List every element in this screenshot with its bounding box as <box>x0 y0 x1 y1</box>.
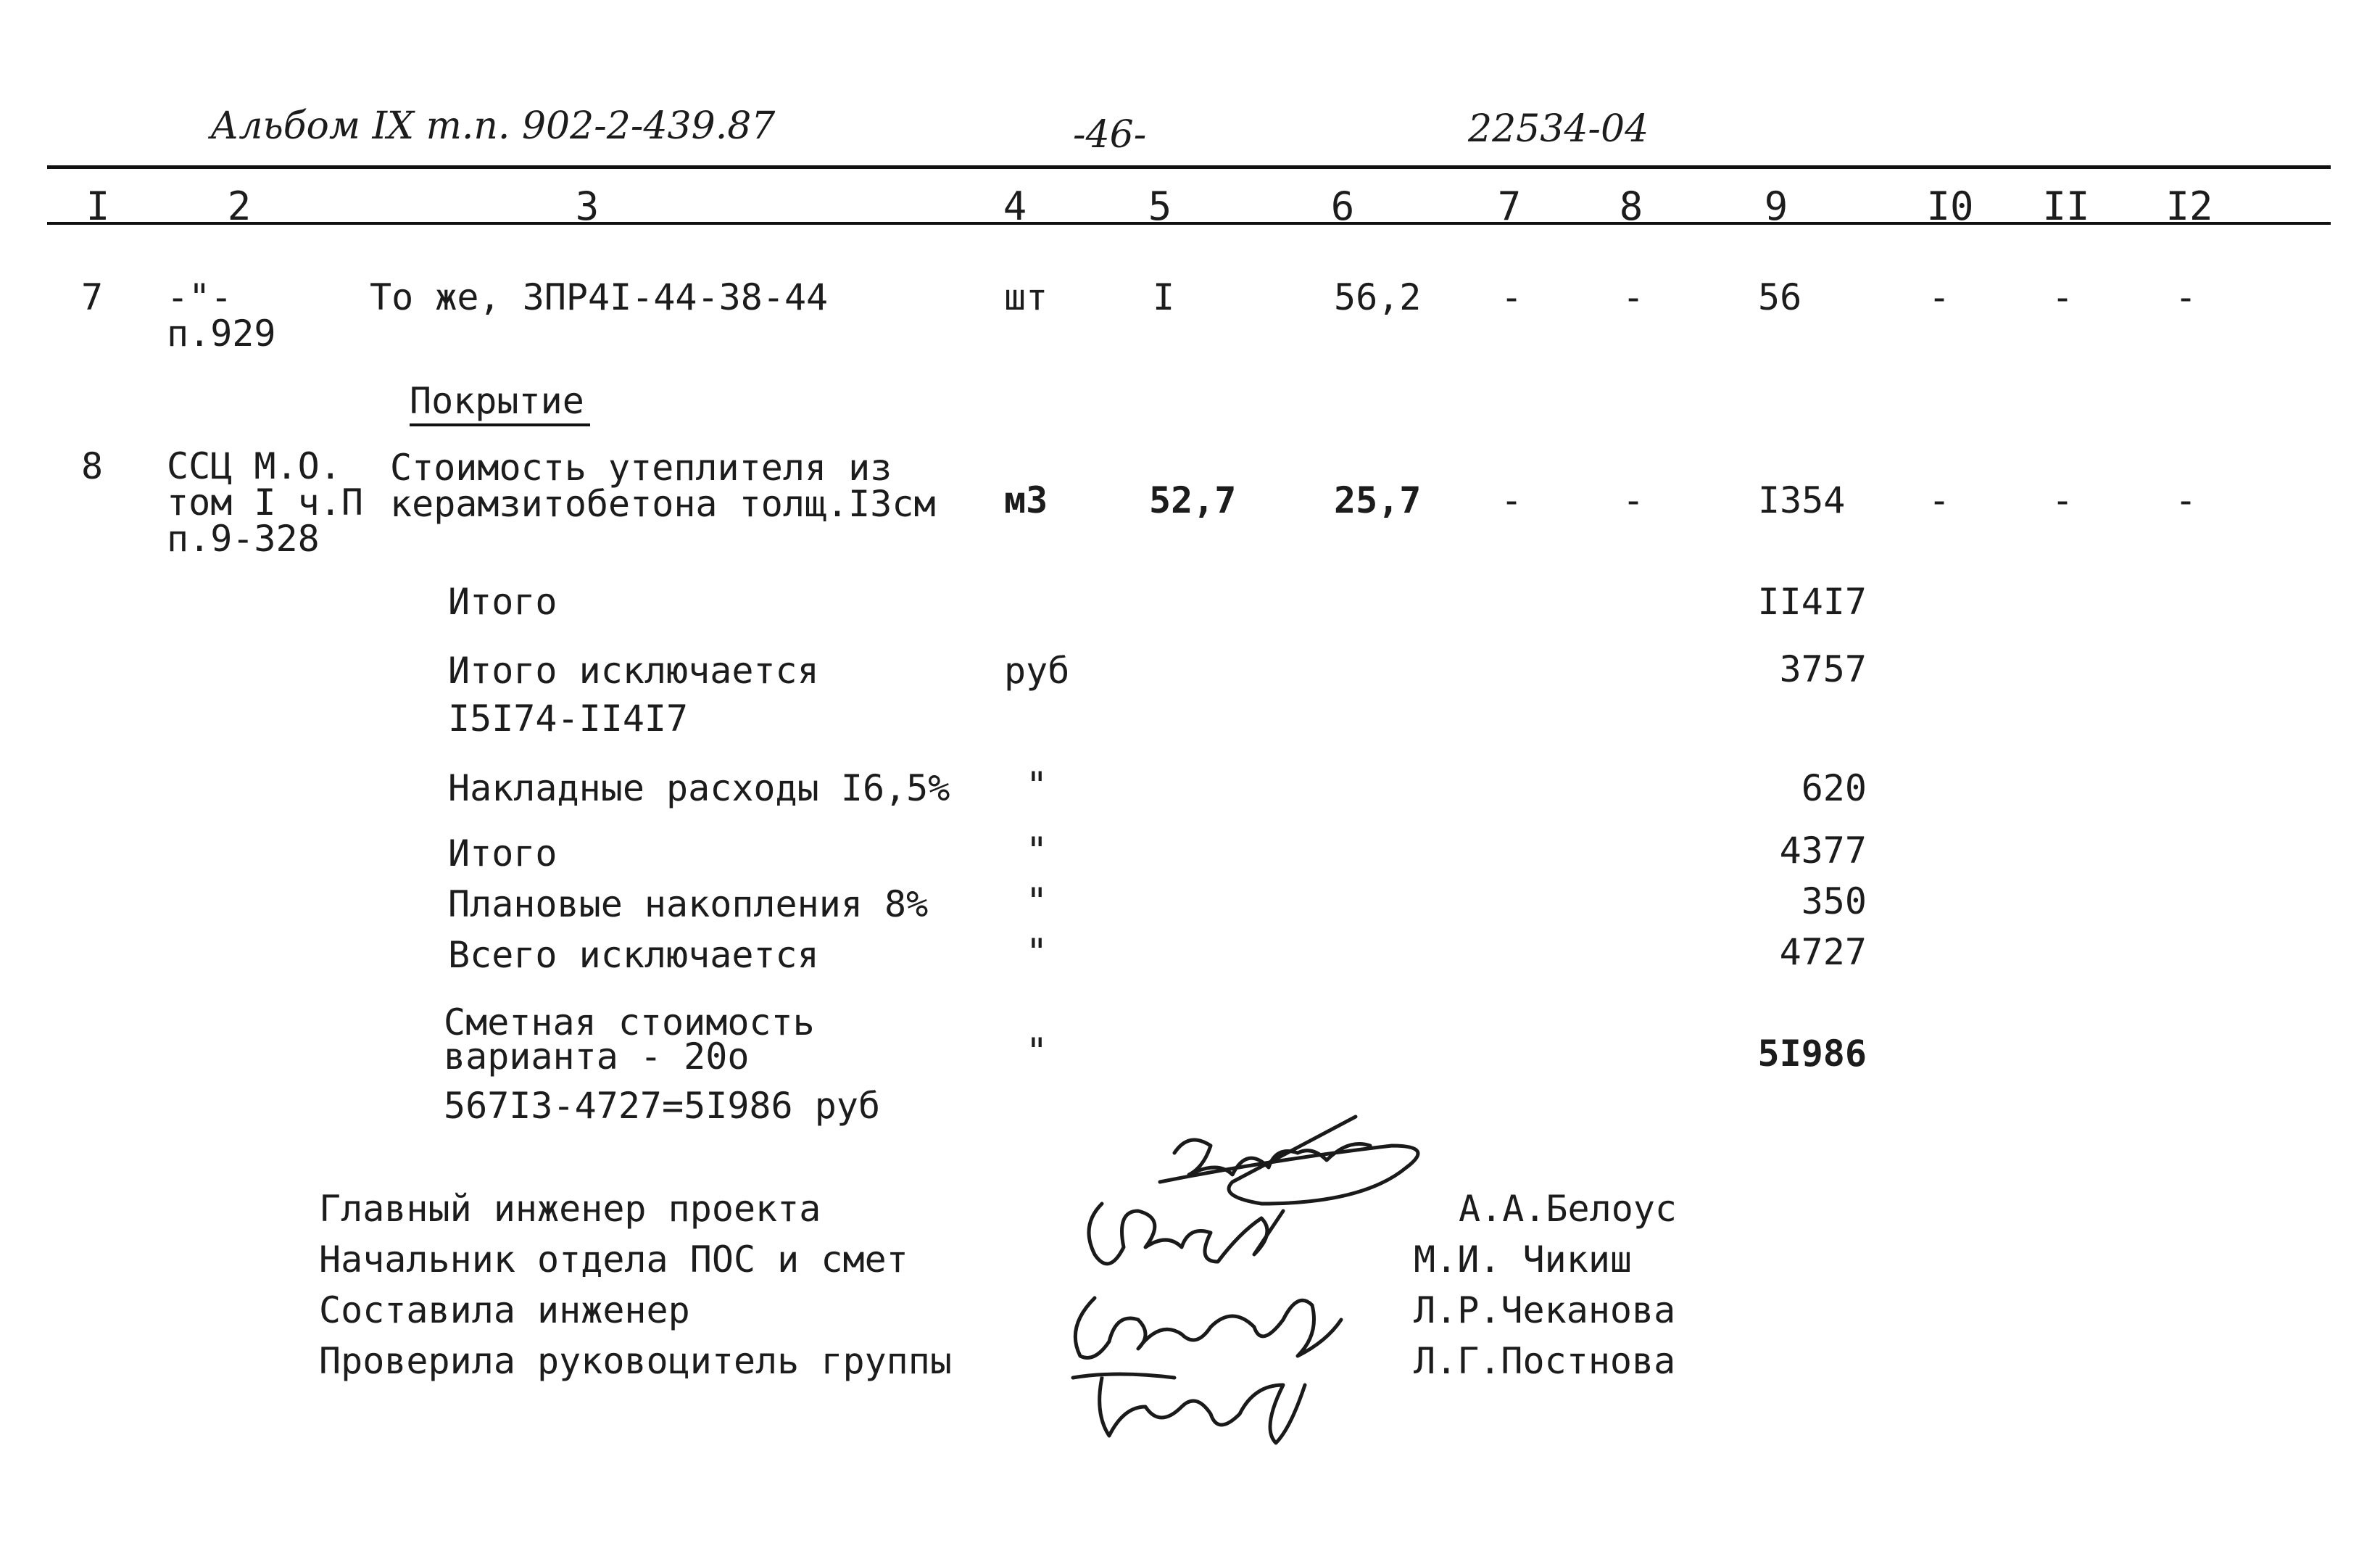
row-col10: - <box>1928 479 1951 521</box>
column-header-8: 8 <box>1619 183 1643 229</box>
row-col8: - <box>1622 276 1645 318</box>
column-header-1: I <box>86 183 110 229</box>
row-total: I354 <box>1758 479 1846 521</box>
signature-2 <box>1089 1204 1283 1264</box>
planned-savings-label: Плановые накопления 8% <box>448 883 929 925</box>
row-col11: - <box>2052 479 2074 521</box>
signer-role: Начальник отдела ПОС и смет <box>319 1238 908 1281</box>
overhead-unit: " <box>1026 764 1048 806</box>
signer-name: А.А.Белоус <box>1459 1188 1678 1230</box>
estimate-label-line1: Сметная стоимость <box>444 1001 815 1043</box>
row-quantity: 52,7 <box>1149 479 1237 521</box>
signer-role: Составила инженер <box>319 1289 690 1331</box>
row-total: 56 <box>1758 276 1802 318</box>
signer-role: Проверила руковоцитель группы <box>319 1340 952 1382</box>
row-description-line1: Стоимость утеплителя из <box>390 447 892 489</box>
excluded-formula: I5I74-II4I7 <box>448 698 689 740</box>
album-reference: Альбом IX т.п. 902-2-439.87 <box>210 104 776 148</box>
signer-name: Л.Г.Постнова <box>1414 1340 1676 1382</box>
column-header-2: 2 <box>227 183 252 229</box>
row-col12: - <box>2175 276 2197 318</box>
estimate-unit: " <box>1026 1030 1048 1072</box>
section-title: Покрытие <box>410 383 590 426</box>
excluded-unit: руб <box>1004 650 1070 692</box>
planned-savings-value: 350 <box>1801 880 1867 922</box>
row-reference-line1: -"- <box>167 276 233 318</box>
row-col12: - <box>2175 479 2197 521</box>
row-col7: - <box>1501 479 1523 521</box>
subtotal2-value: 4377 <box>1779 830 1867 872</box>
overhead-value: 620 <box>1801 767 1867 809</box>
signature-4 <box>1073 1374 1305 1443</box>
estimate-value: 5I986 <box>1757 1033 1867 1075</box>
total-excluded-label: Всего исключается <box>448 934 819 976</box>
row-description-line2: керамзитобетона толщ.I3см <box>390 483 936 525</box>
row-quantity: I <box>1153 276 1175 318</box>
column-header-11: II <box>2042 183 2090 229</box>
subtotal-label: Итого <box>448 581 557 623</box>
column-header-7: 7 <box>1497 183 1522 229</box>
column-header-4: 4 <box>1003 183 1027 229</box>
row-reference-line3: п.9-328 <box>167 518 320 560</box>
subtotal-value: II4I7 <box>1757 581 1867 623</box>
excluded-value: 3757 <box>1779 648 1867 690</box>
row-col10: - <box>1928 276 1951 318</box>
row-col11: - <box>2052 276 2074 318</box>
row-col7: - <box>1501 276 1523 318</box>
signer-name: Л.Р.Чеканова <box>1414 1289 1676 1331</box>
total-excluded-unit: " <box>1026 931 1048 973</box>
subtotal2-label: Итого <box>448 832 557 874</box>
row-unit: шт <box>1004 276 1048 318</box>
row-unit-price: 25,7 <box>1334 479 1422 521</box>
signature-1 <box>1160 1117 1418 1204</box>
subtotal2-unit: " <box>1026 830 1048 872</box>
row-reference-line2: п.929 <box>167 313 276 355</box>
row-number: 8 <box>81 445 104 487</box>
signer-name: М.И. Чикиш <box>1414 1238 1633 1281</box>
column-header-10: I0 <box>1926 183 1974 229</box>
row-reference-line2: том I ч.П <box>167 481 363 524</box>
total-excluded-value: 4727 <box>1779 931 1867 973</box>
excluded-label: Итого исключается <box>448 650 819 692</box>
row-number: 7 <box>81 276 104 318</box>
column-header-3: 3 <box>575 183 600 229</box>
signer-role: Главный инженер проекта <box>319 1188 821 1230</box>
page-number: -46- <box>1073 113 1147 157</box>
estimate-formula: 567I3-4727=5I986 руб <box>444 1085 881 1127</box>
signature-3 <box>1075 1298 1341 1358</box>
overhead-label: Накладные расходы I6,5% <box>448 767 950 809</box>
row-unit-price: 56,2 <box>1334 276 1422 318</box>
column-header-6: 6 <box>1330 183 1355 229</box>
row-col8: - <box>1622 479 1645 521</box>
planned-savings-unit: " <box>1026 880 1048 922</box>
document-code: 22534-04 <box>1468 107 1649 151</box>
column-header-12: I2 <box>2165 183 2213 229</box>
row-description: То же, ЗПР4I-44-38-44 <box>370 276 829 318</box>
estimate-label-line2: варианта - 20о <box>444 1035 750 1078</box>
row-reference-line1: ССЦ М.О. <box>167 445 341 487</box>
row-unit: м3 <box>1004 479 1048 521</box>
column-header-9: 9 <box>1764 183 1788 229</box>
column-header-5: 5 <box>1148 183 1172 229</box>
